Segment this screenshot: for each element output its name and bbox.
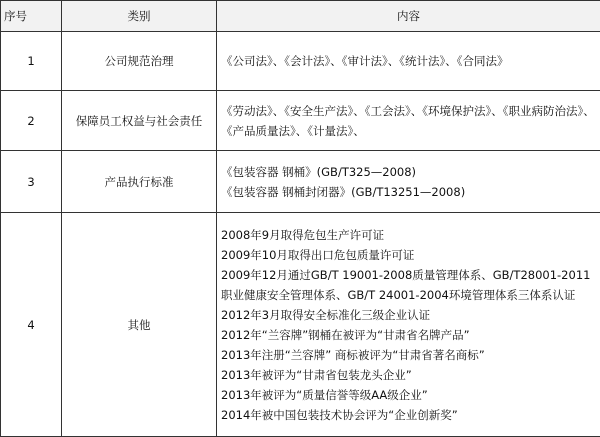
content-line: 2009年10月取得出口危包质量许可证 [221,245,598,265]
content-line: 2012年3月取得安全标准化三级企业认证 [221,305,598,325]
table-row [1,213,600,437]
row-category: 公司规范治理 [62,32,217,91]
content-line: 职业健康安全管理体系、GB/T 24001-2004环境管理体系三体系认证 [221,285,598,305]
content-line: 2013年被评为“质量信誉等级AA级企业” [221,385,598,405]
table-row [1,151,600,213]
row-category: 产品执行标准 [62,151,217,213]
content-line: 2008年9月取得危包生产许可证 [221,225,598,245]
header-row [1,1,600,32]
content-line: 2014年被中国包装技术协会评为“企业创新奖” [221,405,598,425]
table-row [1,91,600,151]
row-serial-number: 1 [1,32,62,91]
content-line: 《公司法》、《会计法》、《审计法》、《统计法》、《合同法》 [221,51,598,71]
row-content [217,213,600,437]
row-serial-number: 3 [1,151,62,213]
row-category: 保障员工权益与社会责任 [62,91,217,151]
content-line: 《包装容器 钢桶封闭器》(GB/T13251—2008) [221,182,598,202]
content-line: 2009年12月通过GB/T 19001-2008质量管理体系、GB/T28001-2011 [221,265,598,285]
row-content [217,151,600,213]
row-serial-number: 2 [1,91,62,151]
row-serial-number: 4 [1,213,62,437]
header-content: 内容 [217,1,600,32]
content-line: 2012年“兰容牌”钢桶在被评为“甘肃省名牌产品” [221,325,598,345]
content-line: 《包装容器 钢桶》(GB/T325—2008) [221,162,598,182]
content-line: 2013年注册“兰容牌” 商标被评为“甘肃省著名商标” [221,345,598,365]
row-content [217,32,600,91]
table-row [1,32,600,91]
row-category: 其他 [62,213,217,437]
header-serial-number: 序号 [1,1,62,32]
row-content [217,91,600,151]
content-line: 《劳动法》、《安全生产法》、《工会法》、《环境保护法》、《职业病防治法》、《产品质量法》、《计量法》、 [221,101,598,141]
header-category: 类别 [62,1,217,32]
content-line: 2013年被评为“甘肃省包装龙头企业” [221,365,598,385]
